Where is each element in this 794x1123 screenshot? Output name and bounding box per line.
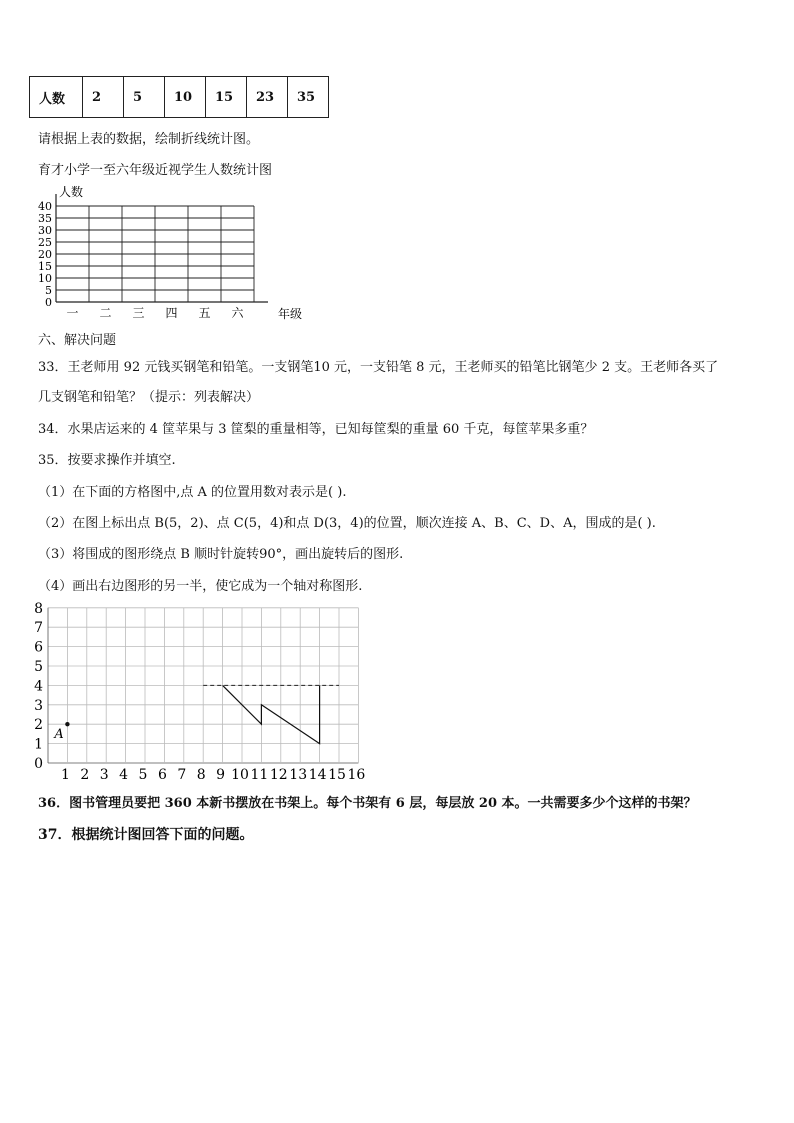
table-cell: 23 bbox=[247, 77, 288, 118]
chart-y-ticks bbox=[38, 200, 52, 309]
table-cell: 15 bbox=[206, 77, 247, 118]
grid-x-label: 5 bbox=[138, 767, 148, 783]
grid-x-label: 14 bbox=[308, 767, 327, 783]
chart-y-label: 人数 bbox=[59, 185, 84, 199]
chart-y-tick: 20 bbox=[38, 248, 52, 261]
line-chart bbox=[28, 180, 318, 326]
grid-y-label: 2 bbox=[34, 717, 43, 734]
instruction-text: 请根据上表的数据，绘制折线统计图。 bbox=[38, 132, 260, 147]
chart-y-tick: 35 bbox=[38, 212, 52, 225]
grid-x-label: 10 bbox=[231, 767, 249, 783]
chart-x-tick: 三 bbox=[132, 306, 145, 320]
q35-sub3: （3）将围成的图形绕点 B 顺时针旋转90°，画出旋转后的图形. bbox=[38, 547, 404, 562]
point-a bbox=[65, 722, 69, 726]
q35-sub1: （1）在下面的方格图中,点 A 的位置用数对表示是( ). bbox=[38, 485, 347, 500]
q37-text: 37．根据统计图回答下面的问题。 bbox=[38, 827, 254, 843]
q34-text: 34．水果店运来的 4 筐苹果与 3 筐梨的重量相等，已知每筐梨的重量 60 千克，每筐苹果多重？ bbox=[38, 422, 594, 437]
chart-x-ticks bbox=[66, 306, 244, 320]
data-table bbox=[29, 76, 329, 118]
section-six-title: 六、解决问题 bbox=[38, 333, 117, 348]
grid-x-label: 6 bbox=[157, 767, 167, 783]
q33-line2: 几支钢笔和铅笔？（提示：列表解决） bbox=[38, 390, 260, 405]
grid-y-label: 0 bbox=[34, 756, 43, 772]
grid-x-label: 9 bbox=[216, 767, 226, 783]
q35-title: 35．按要求操作并填空. bbox=[38, 453, 176, 468]
grid-x-label: 13 bbox=[289, 767, 308, 783]
grid-x-label: 12 bbox=[269, 767, 288, 783]
chart-x-tick: 四 bbox=[165, 306, 178, 320]
table-header-cell: 人数 bbox=[30, 77, 83, 118]
table-cell: 10 bbox=[165, 77, 206, 118]
grid-x-label: 2 bbox=[80, 767, 90, 783]
chart-grid bbox=[56, 194, 268, 302]
grid-y-label: 1 bbox=[34, 736, 43, 753]
chart-y-tick: 0 bbox=[45, 296, 52, 309]
table-row bbox=[30, 77, 329, 118]
grid-x-label: 15 bbox=[328, 767, 346, 783]
chart-y-tick: 15 bbox=[38, 260, 52, 273]
point-a-label: A bbox=[54, 727, 64, 743]
chart-x-tick: 二 bbox=[99, 306, 112, 320]
half-shape bbox=[223, 685, 320, 743]
grid-y-label: 8 bbox=[34, 600, 43, 617]
q33-line1: 33．王老师用 92 元钱买钢笔和铅笔。一支钢笔10 元，一支铅笔 8 元，王老师买的铅笔比钢笔少 2 支。王老师各买了 bbox=[38, 360, 719, 375]
grid-y-label: 7 bbox=[34, 620, 43, 637]
chart-x-tick: 五 bbox=[198, 306, 211, 320]
grid-x-label: 4 bbox=[119, 767, 129, 783]
grid-x-label: 1 bbox=[60, 767, 70, 783]
grid-x-label: 3 bbox=[99, 767, 109, 783]
chart-y-tick: 10 bbox=[38, 272, 52, 285]
table-cell: 35 bbox=[288, 77, 329, 118]
grid-x-label: 8 bbox=[196, 767, 206, 783]
grid-x-label: 7 bbox=[177, 767, 187, 783]
grid-y-label: 6 bbox=[34, 639, 43, 656]
grid-x-label: 11 bbox=[250, 767, 269, 783]
table-cell: 2 bbox=[83, 77, 124, 118]
table-cell: 5 bbox=[124, 77, 165, 118]
q35-sub2: （2）在图上标出点 B(5，2)、点 C(5，4)和点 D(3，4)的位置，顺次连接 A、B、C、D、A，围成的是( ). bbox=[38, 516, 656, 531]
chart-x-tick: 一 bbox=[66, 306, 79, 320]
chart-x-tick: 六 bbox=[231, 306, 244, 320]
chart-x-label: 年级 bbox=[278, 307, 303, 321]
grid-x-labels bbox=[61, 767, 365, 783]
chart-title: 育才小学一至六年级近视学生人数统计图 bbox=[38, 163, 273, 178]
chart-y-tick: 5 bbox=[45, 284, 52, 297]
grid-y-label: 3 bbox=[34, 697, 43, 714]
chart-y-tick: 40 bbox=[38, 200, 52, 213]
grid-y-labels bbox=[34, 601, 43, 772]
grid-x-label: 16 bbox=[347, 767, 366, 783]
coordinate-grid bbox=[30, 600, 380, 785]
chart-y-tick: 25 bbox=[38, 236, 52, 249]
q35-sub4: （4）画出右边图形的另一半，使它成为一个轴对称图形. bbox=[38, 579, 363, 594]
chart-y-tick: 30 bbox=[38, 224, 52, 237]
grid-y-label: 4 bbox=[34, 678, 43, 695]
grid-y-label: 5 bbox=[34, 659, 43, 675]
q36-text: 36．图书管理员要把 360 本新书摆放在书架上。每个书架有 6 层，每层放 20 本。一共需要多少个这样的书架？ bbox=[38, 796, 697, 811]
